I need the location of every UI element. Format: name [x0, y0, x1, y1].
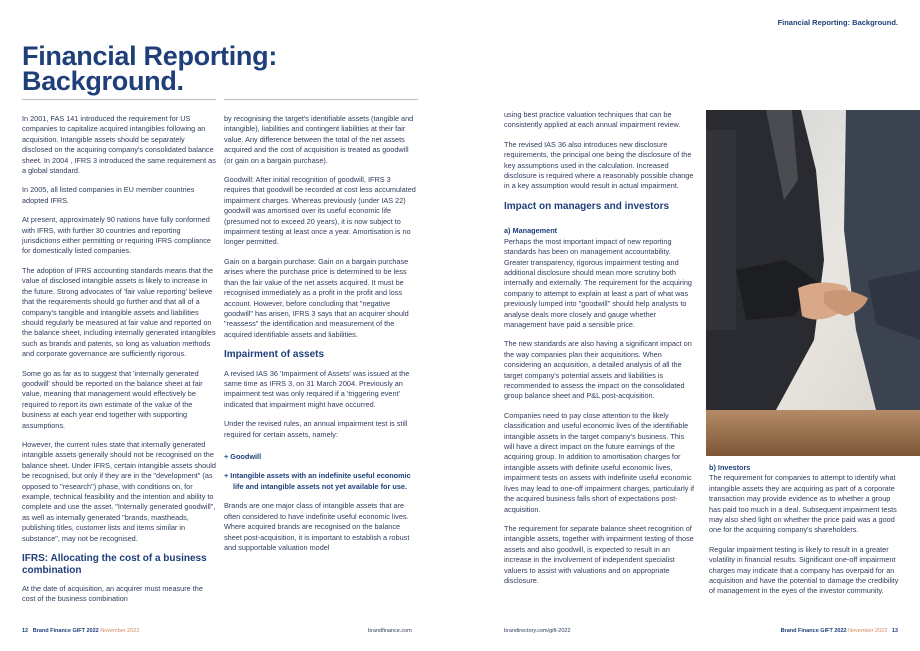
handshake-image — [706, 110, 920, 456]
paragraph: by recognising the target's identifiable assets (tangible and intangible), liabilities and contingent liabilities at their fair value. Any difference between the total of the net assets acquired and the cost of acquisition is treated as goodwill (or gain on a bargain purchase). — [224, 114, 414, 165]
publication-name: Brand Finance GIFT 2022 — [780, 628, 847, 634]
paragraph: In 2001, FAS 141 introduced the requirement for US companies to capitalize acquired intangibles following an acquisition. Intangible assets should be separately disclosed on the acquiring company's consolidated balance sheet. In 2004 , IFRS 3 introduced the same requirement as a global standard. — [22, 114, 216, 176]
section-heading-impact: Impact on managers and investors — [504, 200, 670, 212]
column-2 — [224, 114, 418, 562]
bullet-item: + Intangible assets with an indefinite useful economic life and intangible assets not yet available for use. — [224, 471, 411, 491]
section-heading-impairment: Impairment of assets — [224, 349, 325, 361]
paragraph: Gain on a bargain purchase: Gain on a bargain purchase arises where the purchase price is determined to be less than the fair value of the net assets acquired. It must be recognised immediately as a profit in the profit and loss account. However, before concluding that "negative goodwill" has arisen, IFRS 3 says that an acquirer should "reassess" the identification and measurement of the acquired identifiable assets and liabilities. — [224, 256, 409, 339]
page-number: 13 — [891, 628, 898, 634]
page-title-line1: Financial Reporting: — [22, 41, 278, 71]
paragraph: However, the current rules state that internally generated intangible assets generally should not be recognised on the balance sheet. Under IFRS, certain intangible assets should be recognised, but only if they are in the "development" (as opposed to "research") phase, with conditions on, for example, technical feasibility and the intention and ability to complete and use the asset. "Internally generated goodwill", as well as internally generated "brands, mastheads, publishing titles, customer lists and items similar in substance", may not be recognised. — [22, 439, 216, 543]
paragraph: At the date of acquisition, an acquirer must measure the cost of the business combination — [22, 584, 203, 604]
paragraph: Brands are one major class of intangible assets that are often considered to have indefinite useful economic lives. Where acquired brands are recognised on the balance sheet post-acquisition, it is important to establish a robust and supportable valuation model — [224, 501, 410, 552]
page-title — [22, 41, 278, 96]
column-1 — [22, 114, 216, 614]
page-number: 12 — [22, 628, 29, 634]
paragraph: The adoption of IFRS accounting standards means that the value of disclosed intangible assets is likely to increase in the future. Strong advocates of 'fair value reporting' believe that the requirements should go further and that all of a company's tangible and intangible assets and liabilities should regularly be measured at fair value and reported on the balance sheet, including internally generated intangibles such as brands and patents, so long as valuation methods and corporate governance are sufficiently rigorous. — [22, 265, 216, 359]
publication-name: Brand Finance GIFT 2022 — [32, 628, 99, 634]
footer-right — [781, 628, 898, 634]
right-page — [460, 0, 920, 651]
paragraph: using best practice valuation techniques that can be consistently applied at each annual impairment review. — [504, 110, 681, 130]
paragraph: The new standards are also having a significant impact on the way companies plan their acquisitions. When considering an acquisition, a detailed analysis of all the target company's potential assets and liabilities is recommended to assess the impact on the consolidated group balance sheet and P&L post-acquisition. — [504, 339, 692, 401]
subheading-management: a) Management — [504, 226, 558, 236]
column-3 — [504, 110, 696, 595]
paragraph: A revised IAS 36 'Impairment of Assets' was issued at the same time as IFRS 3, on 31 March 2004. Previously an impairment test was only required if a 'triggering event' indicated that impairment might have occurred. — [224, 368, 410, 409]
paragraph: Regular impairment testing is likely to result in a greater volatility in financial results. Significant one-off impairment charges may indicate that a company has overpaid for an acquisition and have the potential to damage the credibility of management in the eyes of the investor community. — [709, 544, 899, 596]
footer-left — [22, 628, 139, 634]
paragraph: The revised IAS 36 also introduces new disclosure requirements, the principal one being the disclosure of the key assumptions used in the calculation. Increased disclosure is required where a reasonably possible change in a key assumption would result in actual impairment. — [504, 139, 694, 191]
paragraph: The requirement for companies to attempt to identify what intangible assets they are acquiring as part of a corporate transaction may provide evidence as to whether a group has paid too much in a deal. Subsequent impairment tests may also shed light on whether the price paid was a good one for the acquiring company's shareholders. — [709, 473, 897, 535]
paragraph: Perhaps the most important impact of new reporting standards has been on management accountability. Greater transparency, rigorous impairment testing and additional disclosure should mean more scrutiny both internally and externally. The requirement for the acquiring company to attempt to explain at least a part of what was previously lumped into "goodwill" should help analysts to analyse deals more closely and gauge whether management have paid a sensible price. — [504, 236, 692, 329]
paragraph: Some go as far as to suggest that 'internally generated goodwill' should be reported on the balance sheet at fair value, meaning that management would effectively be required to report its own estimate of the value of the business at each year end together with supporting assumptions. — [22, 368, 203, 430]
publication-month: November 2022 — [100, 628, 140, 634]
paragraph: Under the revised rules, an annual impairment test is still required for certain assets, namely: — [224, 419, 408, 439]
title-rule-right — [224, 99, 418, 100]
page-title-line2: Background. — [22, 66, 184, 96]
paragraph: The requirement for separate balance sheet recognition of intangible assets, together with impairment testing of those assets and also goodwill, is expected to result in an increase in the involvement of independent specialist valuers to assist with valuations and on appropriate disclosure. — [504, 523, 694, 585]
title-rule-left — [22, 99, 216, 100]
handshake-photo — [706, 110, 920, 456]
paragraph: Companies need to pay close attention to the likely classification and useful economic lives of the identifiable intangible assets in the target company's business. This will have a direct impact on the future earnings of the acquiring group. In addition to amortisation charges for intangible assets with definite useful economic lives, impairment tests on assets with indefinite useful economic lives may lead to one-off impairment charges, particularly if the acquired business falls short of expectations post-acquisition. — [504, 410, 695, 514]
publication-month: November 2022 — [848, 628, 888, 634]
footer-right-url: brandirectory.com/gift-2022 — [504, 628, 571, 634]
section-heading-ifrs: IFRS: Allocating the cost of a business combination — [22, 553, 207, 576]
running-header: Financial Reporting: Background. — [777, 18, 898, 27]
footer-left-url: brandfinance.com — [368, 628, 412, 634]
bullet-item: + Goodwill — [224, 452, 262, 462]
subheading-investors: b) Investors — [709, 463, 751, 472]
paragraph: In 2005, all listed companies in EU member countries adopted IFRS. — [22, 185, 195, 205]
paragraph: At present, approximately 90 nations have fully conformed with IFRS, with further 30 countries and reporting jurisdictions either permitting or requiring IFRS compliance for domestically listed companies. — [22, 215, 211, 256]
paragraph: Goodwill: After initial recognition of goodwill, IFRS 3 requires that goodwill be recorded at cost less accumulated impairment charges. Whereas previously (under IAS 22) goodwill was amortised over its useful economic life (presumed not to exceed 20 years), it is now subject to impairment testing at least once a year. Amortisation is no longer permitted. — [224, 175, 416, 247]
column-4 — [709, 463, 899, 606]
